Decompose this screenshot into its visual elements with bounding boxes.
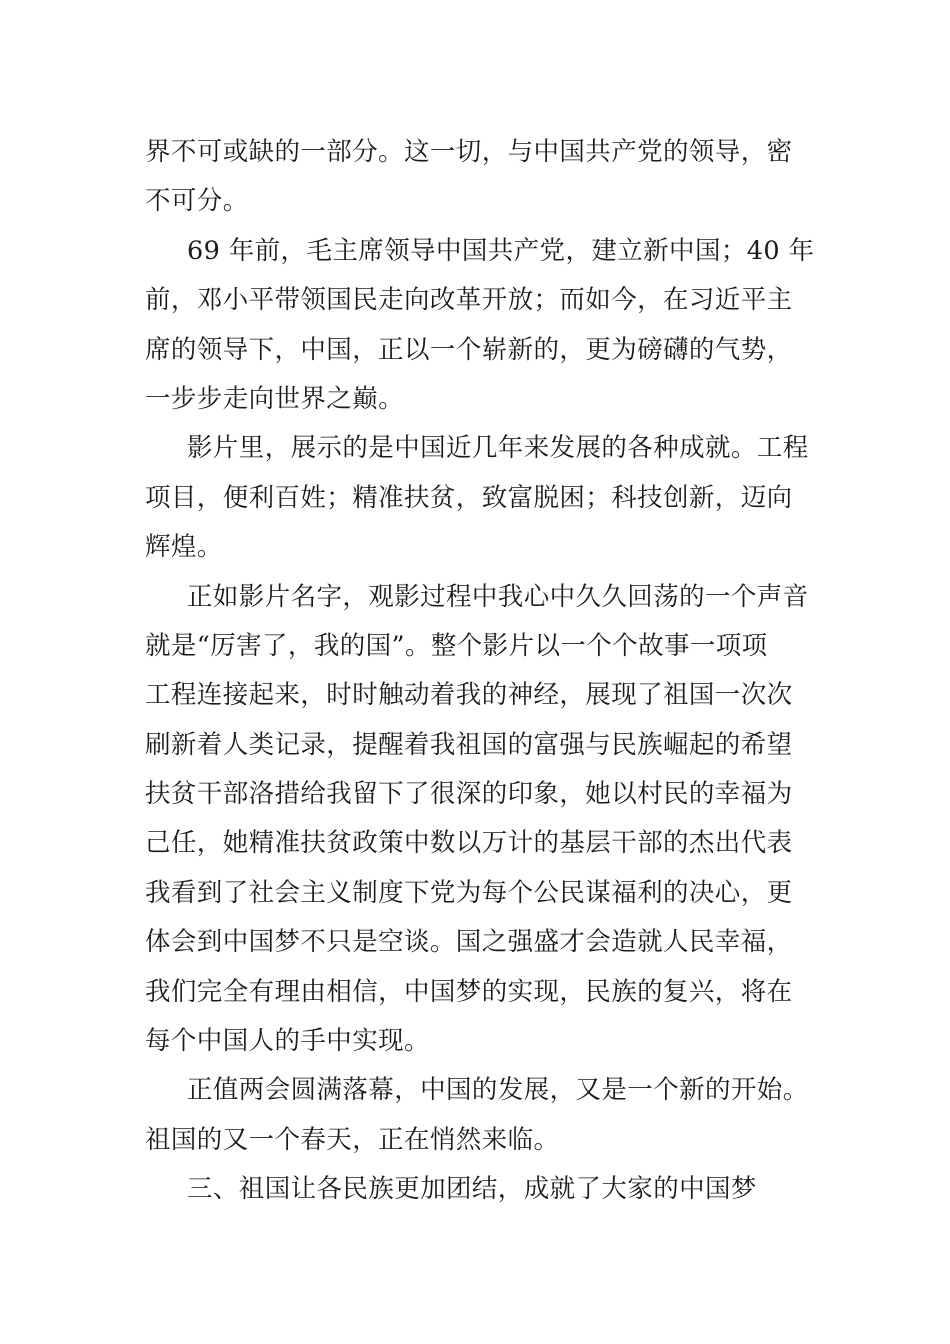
text-line: 正值两会圆满落幕，中国的发展，又是一个新的开始。 (187, 1075, 809, 1106)
text-line: 工程连接起来，时时触动着我的神经，展现了祖国一次次 (145, 680, 793, 711)
text-line: 项目，便利百姓；精准扶贫，致富脱困；科技创新，迈向 (145, 482, 793, 513)
text-line: 影片里，展示的是中国近几年来发展的各种成就。工程 (187, 433, 809, 464)
paragraph-5 (145, 1066, 810, 1165)
text-line: 体会到中国梦不只是空谈。国之强盛才会造就人民幸福， (145, 927, 793, 958)
text-line: 不可分。 (145, 186, 249, 217)
text-line: 己任，她精准扶贫政策中数以万计的基层干部的杰出代表 (145, 828, 793, 859)
text-line: 辉煌。 (145, 532, 223, 563)
text-line: 席的领导下，中国，正以一个崭新的，更为磅礴的气势， (145, 334, 793, 365)
text-line: 界不可或缺的一部分。这一切，与中国共产党的领导，密 (145, 137, 793, 167)
text-line: 一步步走向世界之巅。 (145, 383, 405, 414)
text-line: 正如影片名字，观影过程中我心中久久回荡的一个声音 (187, 581, 809, 612)
text-line: 扶贫干部洛措给我留下了很深的印象，她以村民的幸福为 (145, 779, 793, 810)
document-body (145, 128, 815, 1215)
text-line: 我们完全有理由相信，中国梦的实现，民族的复兴，将在 (145, 976, 793, 1007)
text-line: 我看到了社会主义制度下党为每个公民谋福利的决心，更 (145, 877, 793, 908)
paragraph-1 (145, 128, 810, 227)
text-line: 69 年前，毛主席领导中国共产党，建立新中国；40 年 (187, 235, 815, 266)
paragraph-4 (145, 573, 810, 1067)
text-line: 祖国的又一个春天，正在悄然来临。 (145, 1124, 560, 1155)
text-line: 前，邓小平带领国民走向改革开放；而如今，在习近平主 (145, 285, 793, 316)
text-line: 每个中国人的手中实现。 (145, 1026, 430, 1057)
section-heading (145, 1165, 810, 1214)
paragraph-2 (145, 227, 815, 425)
text-line: 就是“厉害了，我的国”。整个影片以一个个故事一项项 (145, 630, 768, 661)
heading-line: 三、祖国让各民族更加团结，成就了大家的中国梦 (187, 1174, 757, 1205)
paragraph-3 (145, 424, 810, 572)
text-line: 刷新着人类记录，提醒着我祖国的富强与民族崛起的希望 (145, 729, 793, 760)
